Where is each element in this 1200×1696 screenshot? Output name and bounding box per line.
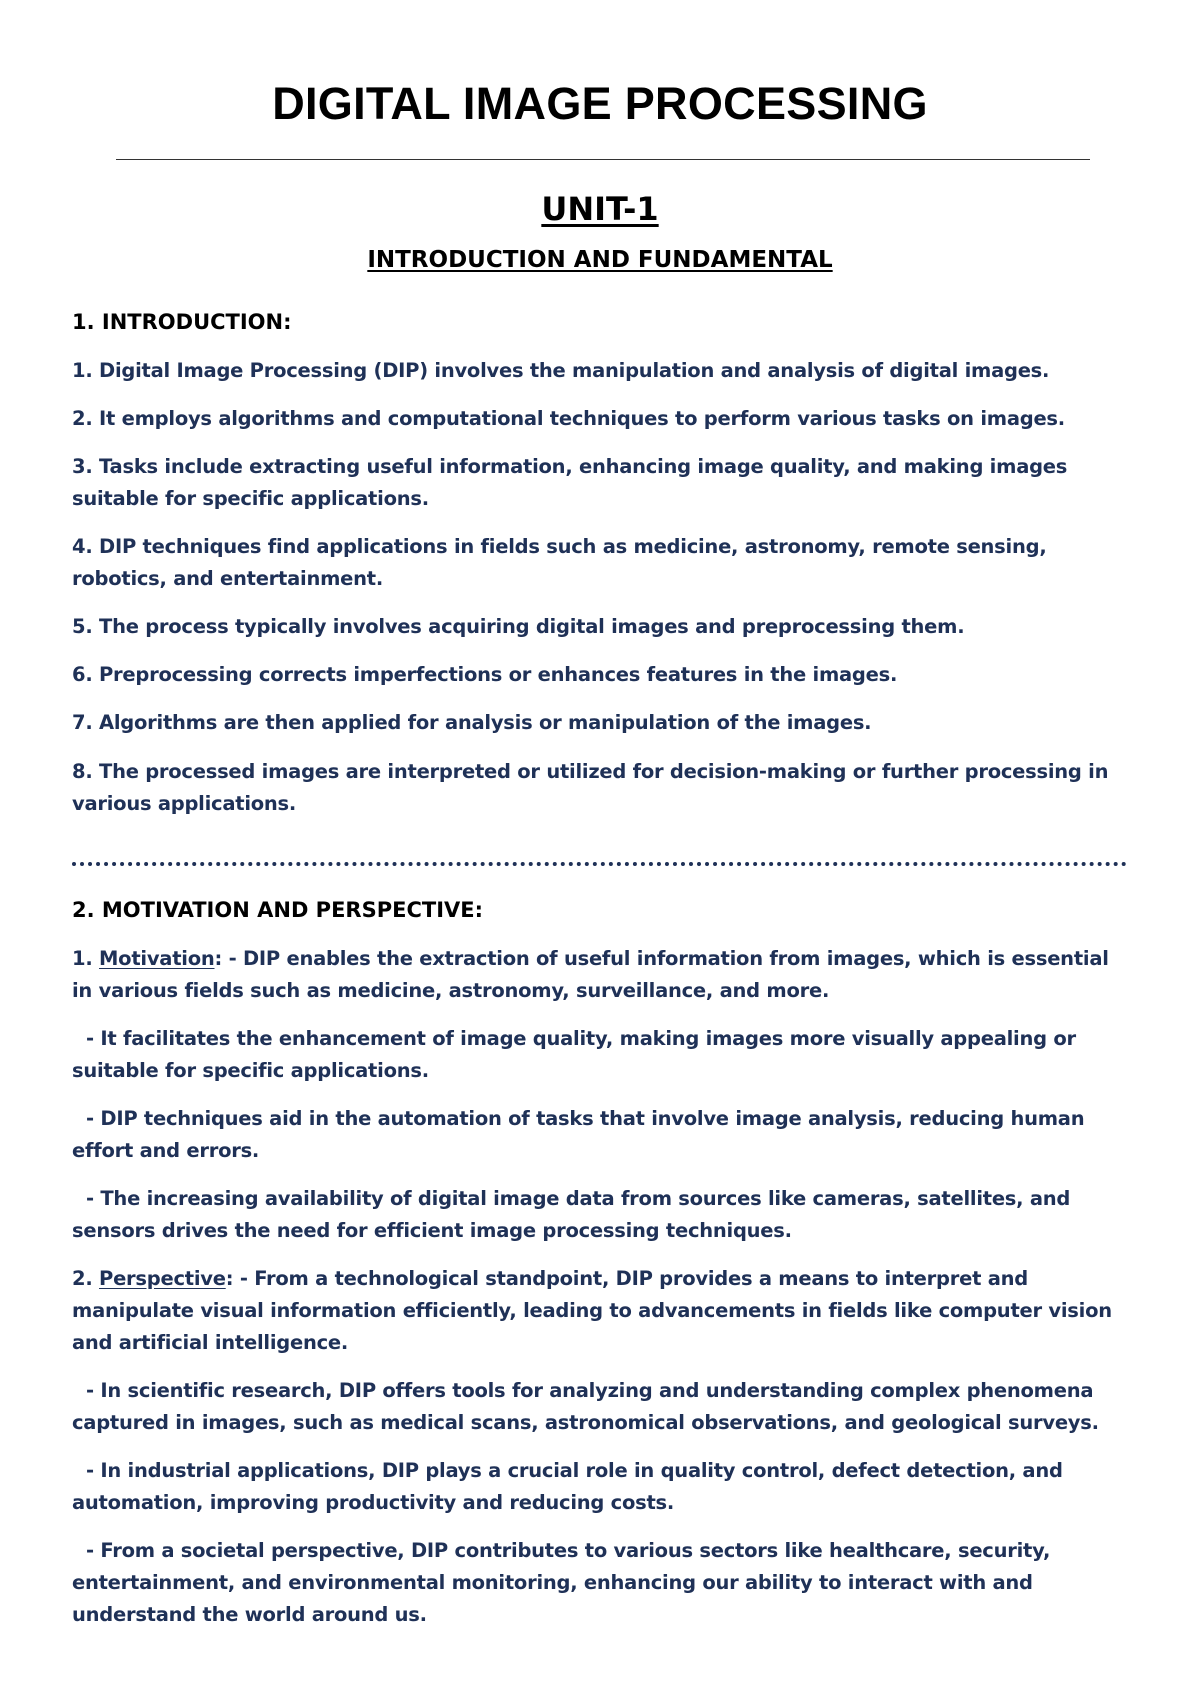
- section-heading-introduction: 1. INTRODUCTION:: [72, 310, 292, 334]
- list-item: 7. Algorithms are then applied for analysis or manipulation of the images.: [72, 711, 872, 734]
- perspective-colon: :: [225, 1267, 234, 1290]
- document-title: DIGITAL IMAGE PROCESSING: [272, 78, 928, 129]
- section-heading-motivation-perspective: 2. MOTIVATION AND PERSPECTIVE:: [72, 898, 483, 922]
- list-item: 4. DIP techniques find applications in fields such as medicine, astronomy, remote sensing, robotics, and entertainment.: [72, 535, 1047, 590]
- motivation-point: - It facilitates the enhancement of image quality, making images more visually appealing or suitable for specific applications.: [72, 1027, 1076, 1082]
- perspective-number: 2.: [72, 1267, 93, 1290]
- perspective-paragraph: [72, 1263, 1132, 1359]
- perspective-point: - From a societal perspective, DIP contributes to various sectors like healthcare, security, entertainment, and environmental monitoring, enhancing our ability to interact with and understand the world around us.: [72, 1539, 1051, 1626]
- list-item: 3. Tasks include extracting useful information, enhancing image quality, and making images suitable for specific applications.: [72, 455, 1068, 510]
- perspective-text: - From a technological standpoint, DIP provides a means to interpret and manipulate visual information efficiently, leading to advancements in fields like computer vision and artificial intelligence.: [72, 1267, 1112, 1354]
- perspective-point: - In industrial applications, DIP plays a crucial role in quality control, defect detection, and automation, improving productivity and reducing costs.: [72, 1459, 1063, 1514]
- motivation-label: Motivation: [99, 947, 215, 970]
- motivation-text: - DIP enables the extraction of useful information from images, which is essential in various fields such as medicine, astronomy, surveillance, and more.: [72, 947, 1109, 1002]
- list-item: 1. Digital Image Processing (DIP) involves the manipulation and analysis of digital images.: [72, 359, 1050, 382]
- motivation-number: 1.: [72, 947, 93, 970]
- motivation-point: - DIP techniques aid in the automation of tasks that involve image analysis, reducing human effort and errors.: [72, 1107, 1085, 1162]
- unit-subtitle: INTRODUCTION AND FUNDAMENTAL: [367, 247, 833, 273]
- motivation-point: - The increasing availability of digital image data from sources like cameras, satellites, and sensors drives the need for efficient image processing techniques.: [72, 1187, 1071, 1242]
- list-item: 8. The processed images are interpreted or utilized for decision-making or further processing in various applications.: [72, 760, 1109, 815]
- list-item: 6. Preprocessing corrects imperfections or enhances features in the images.: [72, 663, 898, 686]
- unit-title: UNIT-1: [541, 190, 659, 228]
- dotted-separator: [72, 862, 1127, 866]
- perspective-label: Perspective: [99, 1267, 226, 1290]
- perspective-point: - In scientific research, DIP offers tools for analyzing and understanding complex phenomena captured in images, such as medical scans, astronomical observations, and geological surveys.: [72, 1379, 1099, 1434]
- list-item: 5. The process typically involves acquiring digital images and preprocessing them.: [72, 615, 965, 638]
- list-item: 2. It employs algorithms and computational techniques to perform various tasks on images.: [72, 407, 1065, 430]
- title-divider: [116, 159, 1090, 160]
- motivation-paragraph: [72, 943, 1132, 1007]
- motivation-colon: :: [214, 947, 223, 970]
